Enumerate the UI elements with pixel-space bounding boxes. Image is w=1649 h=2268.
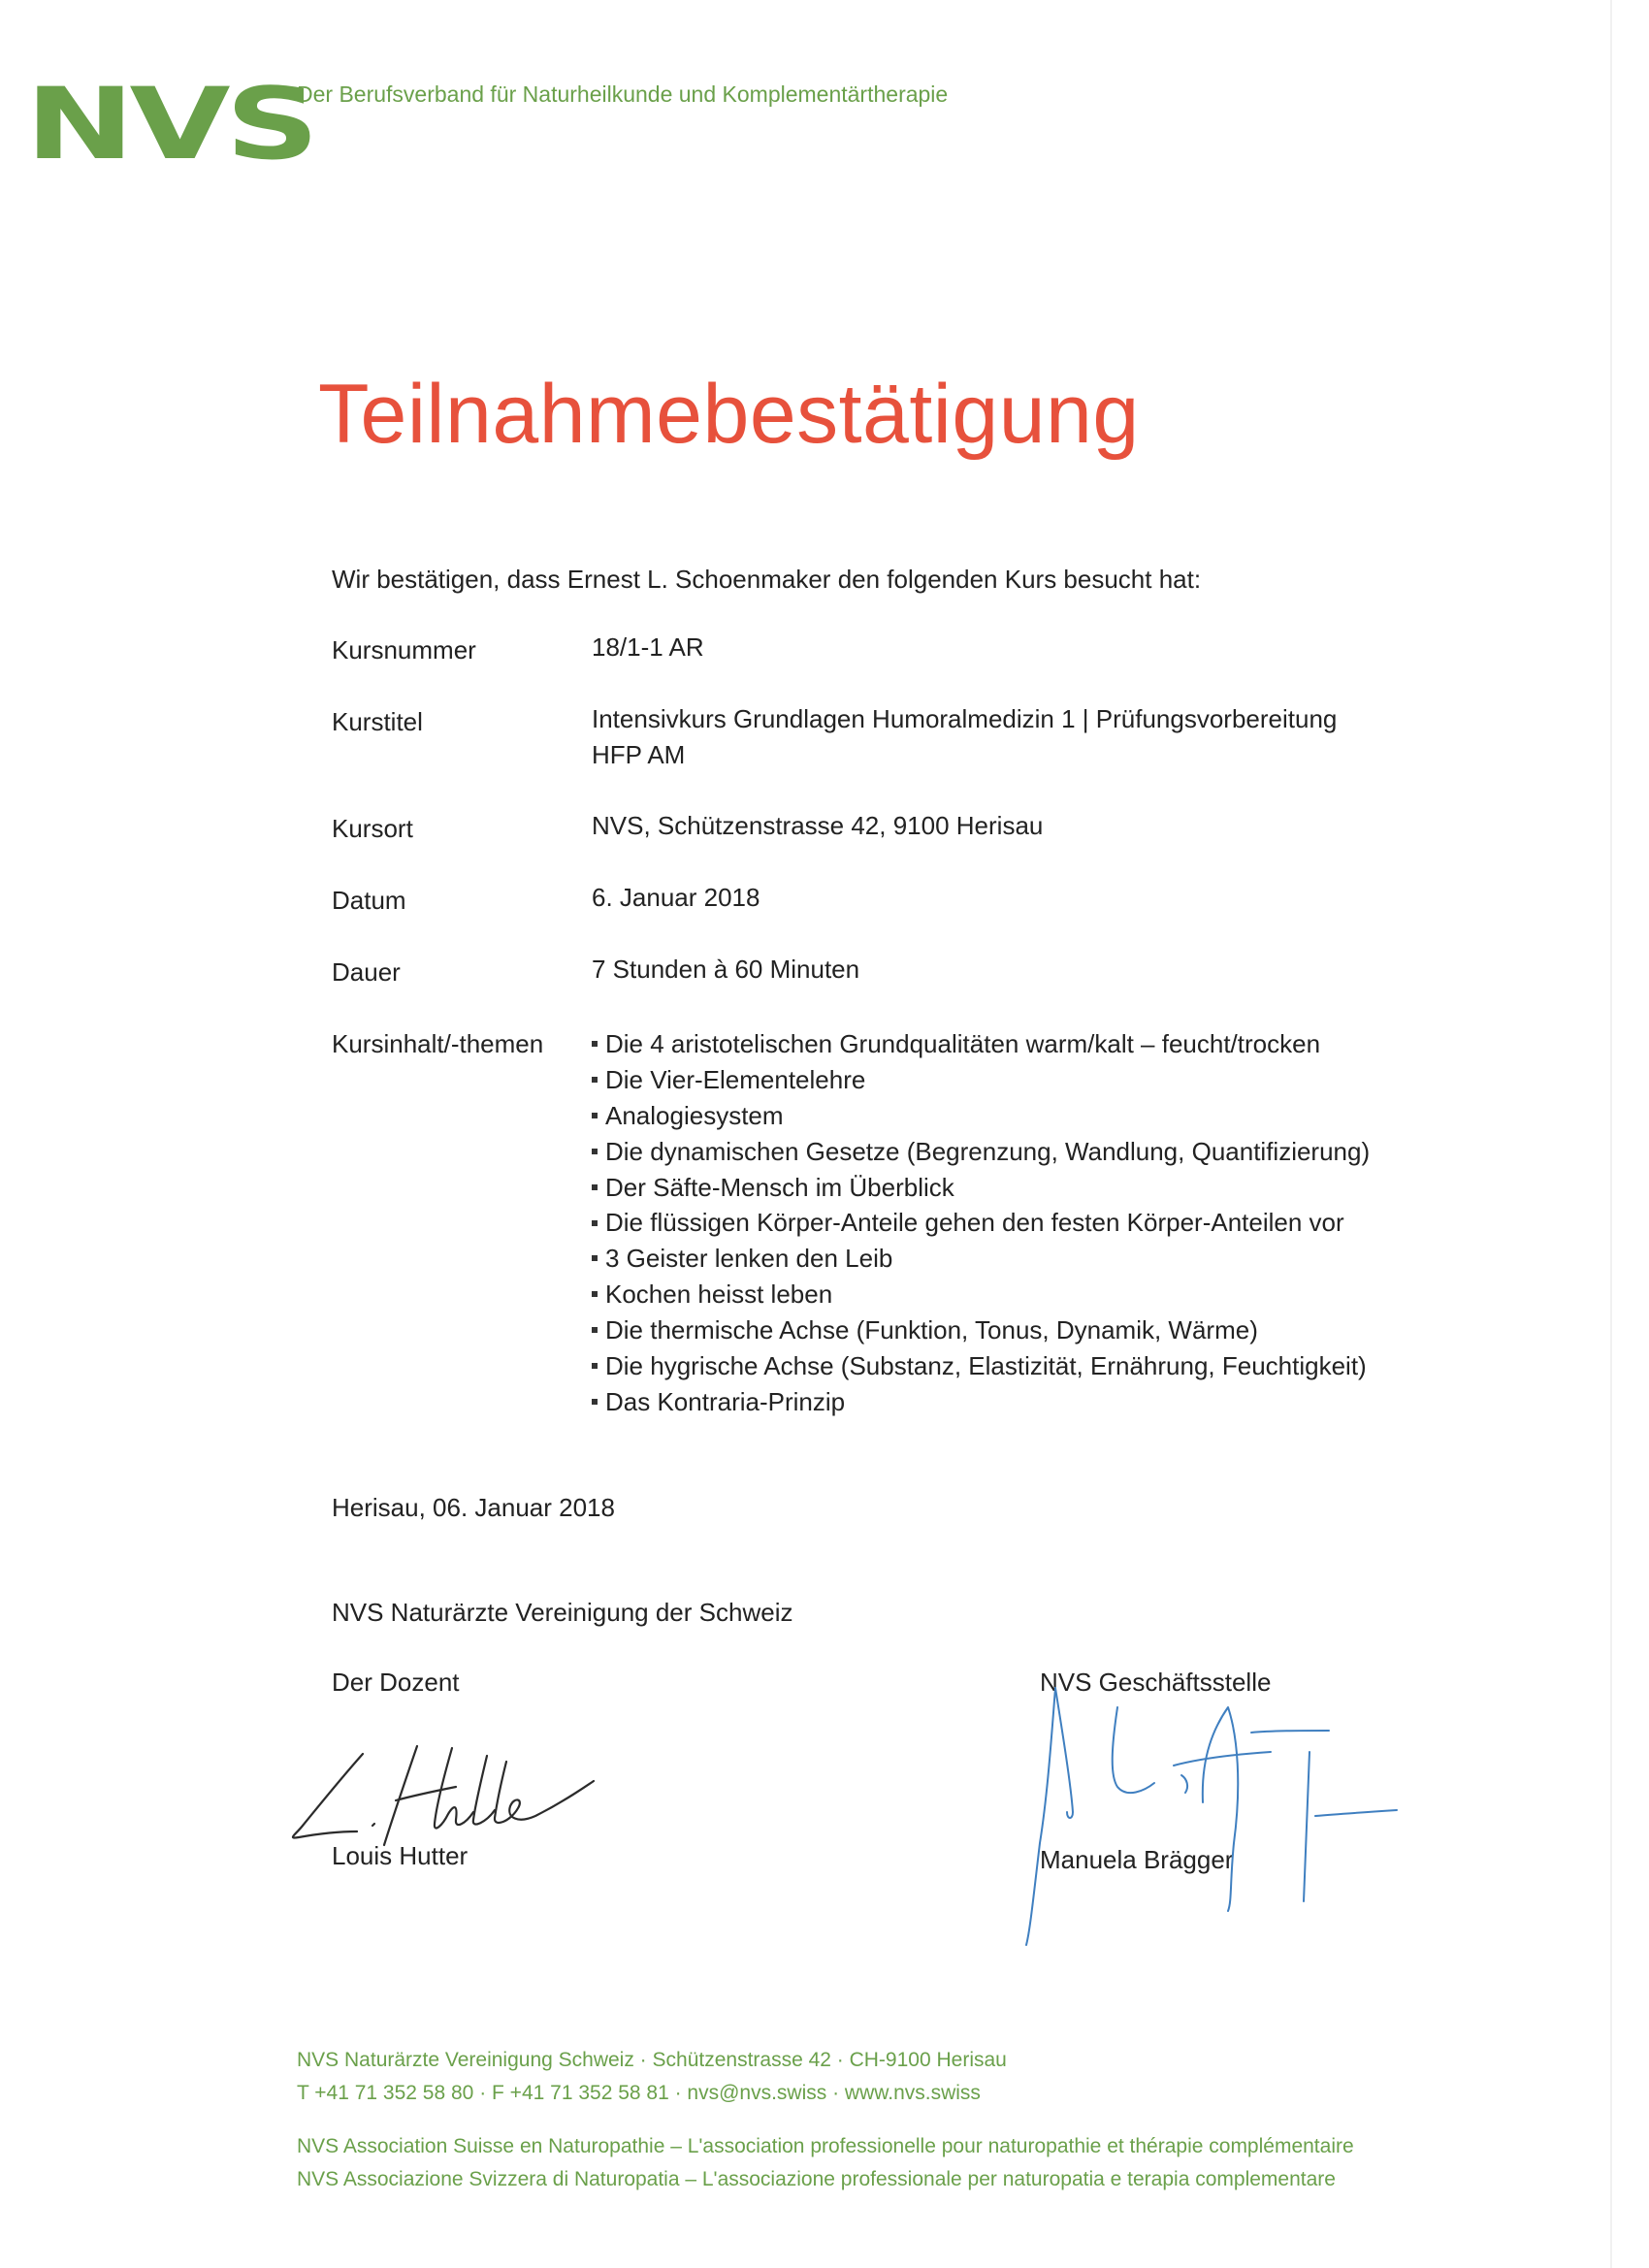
left-signatory-name: Louis Hutter <box>332 1841 469 1870</box>
bullet-icon <box>592 1291 598 1297</box>
kursort-value: NVS, Schützenstrasse 42, 9100 Herisau <box>592 811 1044 840</box>
bullet-icon <box>592 1220 598 1226</box>
hutter-signature-icon <box>281 1736 611 1853</box>
document-title: Teilnahmebestätigung <box>318 368 1140 461</box>
place-date: Herisau, 06. Januar 2018 <box>332 1493 615 1522</box>
list-item: Die flüssigen Körper-Anteile gehen den festen Körper-Anteilen vor <box>592 1205 1370 1241</box>
dauer-label: Dauer <box>332 957 401 987</box>
list-item: Die dynamischen Gesetze (Begrenzung, Wandlung, Quantifizierung) <box>592 1134 1370 1170</box>
kursnummer-label: Kursnummer <box>332 635 476 664</box>
right-signatory-role: NVS Geschäftsstelle <box>1040 1668 1272 1697</box>
list-item: Analogiesystem <box>592 1098 1370 1134</box>
bullet-icon <box>592 1399 598 1405</box>
bullet-icon <box>592 1255 598 1261</box>
kurstitel-value-line1: Intensivkurs Grundlagen Humoralmedizin 1 | Prüfungsvorbereitung <box>592 704 1338 733</box>
footer-french: NVS Association Suisse en Naturopathie – L'association professionelle pour naturopathie et thérapie complémentaire <box>297 2135 1354 2157</box>
list-item: 3 Geister lenken den Leib <box>592 1241 1370 1277</box>
footer-address: NVS Naturärzte Vereinigung Schweiz · Schützenstrasse 42 · CH-9100 Herisau <box>297 2049 1007 2071</box>
kursort-label: Kursort <box>332 814 413 843</box>
bullet-icon <box>592 1363 598 1369</box>
organization-name: NVS Naturärzte Vereinigung der Schweiz <box>332 1598 793 1627</box>
list-item: Kochen heisst leben <box>592 1277 1370 1312</box>
bullet-icon <box>592 1149 598 1154</box>
list-item: Die thermische Achse (Funktion, Tonus, Dynamik, Wärme) <box>592 1312 1370 1348</box>
header-tagline: Der Berufsverband für Naturheilkunde und Komplementärtherapie <box>297 81 949 107</box>
nvs-logo: NVS <box>25 67 315 182</box>
bullet-icon <box>592 1041 598 1047</box>
dauer-value: 7 Stunden à 60 Minuten <box>592 955 860 984</box>
braegger-signature-icon <box>1009 1649 1436 1960</box>
list-item: Das Kontraria-Prinzip <box>592 1384 1370 1420</box>
datum-value: 6. Januar 2018 <box>592 883 760 912</box>
left-signatory-role: Der Dozent <box>332 1668 460 1697</box>
list-item: Der Säfte-Mensch im Überblick <box>592 1170 1370 1206</box>
kursnummer-value: 18/1-1 AR <box>592 632 704 662</box>
footer-contact: T +41 71 352 58 80 · F +41 71 352 58 81 · nvs@nvs.swiss · www.nvs.swiss <box>297 2082 981 2104</box>
kurstitel-value <box>592 701 1426 773</box>
footer-italian: NVS Associazione Svizzera di Naturopatia – L'associazione professionale per naturopatia e terapia complementare <box>297 2168 1336 2190</box>
kursinhalt-label: Kursinhalt/-themen <box>332 1029 544 1058</box>
bullet-icon <box>592 1077 598 1083</box>
intro-text: Wir bestätigen, dass Ernest L. Schoenmaker den folgenden Kurs besucht hat: <box>332 565 1202 594</box>
bullet-icon <box>592 1113 598 1118</box>
bullet-icon <box>592 1184 598 1190</box>
datum-label: Datum <box>332 886 406 915</box>
right-signatory-name: Manuela Brägger <box>1040 1845 1234 1874</box>
list-item: Die 4 aristotelischen Grundqualitäten warm/kalt – feucht/trocken <box>592 1026 1370 1062</box>
kurstitel-label: Kurstitel <box>332 707 423 736</box>
list-item: Die hygrische Achse (Substanz, Elastizität, Ernährung, Feuchtigkeit) <box>592 1348 1370 1384</box>
list-item: Die Vier-Elementelehre <box>592 1062 1370 1098</box>
bullet-icon <box>592 1327 598 1333</box>
page-edge <box>1610 0 1612 2268</box>
kurstitel-value-line2: HFP AM <box>592 740 686 769</box>
topic-list <box>592 1026 1370 1420</box>
